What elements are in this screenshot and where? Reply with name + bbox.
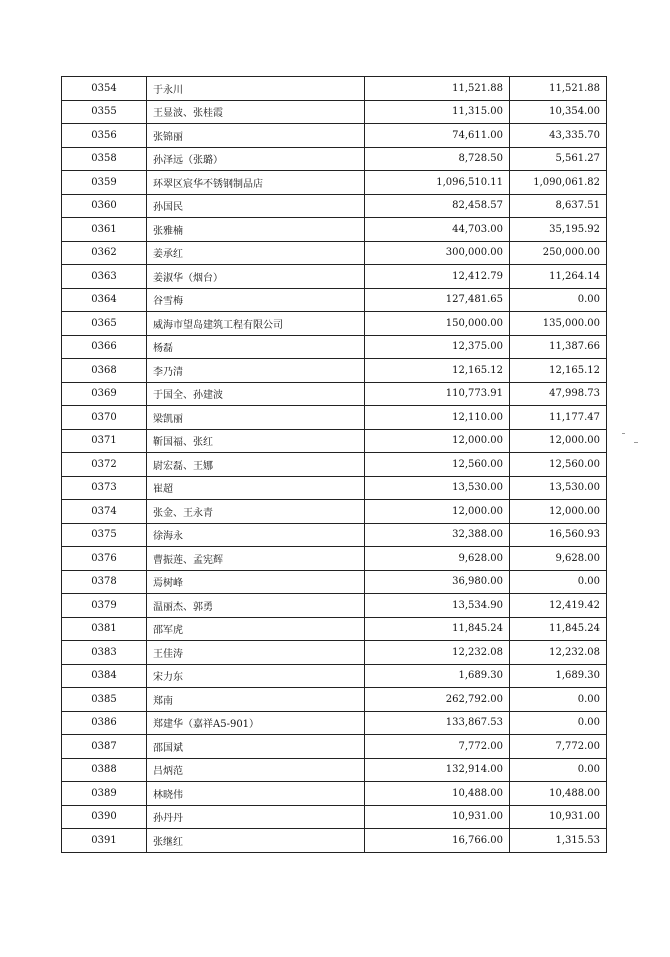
scan-speck	[634, 442, 638, 443]
row-code: 0369	[62, 382, 147, 406]
row-amount-2: 11,521.88	[510, 77, 607, 101]
row-amount-2: 135,000.00	[510, 312, 607, 336]
row-amount-2: 11,177.47	[510, 406, 607, 430]
row-amount-1: 7,772.00	[365, 735, 510, 759]
row-amount-2: 8,637.51	[510, 194, 607, 218]
row-name: 谷雪梅	[147, 288, 365, 312]
table-row	[62, 453, 607, 477]
row-amount-1: 1,096,510.11	[365, 171, 510, 195]
table-row	[62, 288, 607, 312]
table-row	[62, 735, 607, 759]
row-code: 0388	[62, 758, 147, 782]
row-amount-1: 10,488.00	[365, 782, 510, 806]
row-amount-2: 16,560.93	[510, 523, 607, 547]
row-code: 0355	[62, 100, 147, 124]
row-code: 0364	[62, 288, 147, 312]
row-amount-1: 12,165.12	[365, 359, 510, 383]
row-code: 0381	[62, 617, 147, 641]
row-amount-2: 250,000.00	[510, 241, 607, 265]
row-amount-2: 0.00	[510, 758, 607, 782]
row-code: 0370	[62, 406, 147, 430]
row-code: 0373	[62, 476, 147, 500]
row-amount-1: 150,000.00	[365, 312, 510, 336]
row-code: 0358	[62, 147, 147, 171]
row-amount-2: 10,488.00	[510, 782, 607, 806]
row-code: 0366	[62, 335, 147, 359]
row-amount-1: 36,980.00	[365, 570, 510, 594]
row-name: 徐海永	[147, 523, 365, 547]
row-amount-2: 0.00	[510, 288, 607, 312]
row-amount-2: 35,195.92	[510, 218, 607, 242]
table-row	[62, 406, 607, 430]
row-amount-1: 132,914.00	[365, 758, 510, 782]
row-code: 0356	[62, 124, 147, 148]
row-amount-1: 1,689.30	[365, 664, 510, 688]
row-amount-1: 74,611.00	[365, 124, 510, 148]
row-code: 0387	[62, 735, 147, 759]
row-amount-2: 11,845.24	[510, 617, 607, 641]
row-amount-1: 262,792.00	[365, 688, 510, 712]
table-row	[62, 711, 607, 735]
row-code: 0389	[62, 782, 147, 806]
table-row	[62, 359, 607, 383]
row-name: 焉树峰	[147, 570, 365, 594]
scan-speck	[622, 433, 625, 434]
table-row	[62, 335, 607, 359]
table-row	[62, 218, 607, 242]
row-code: 0354	[62, 77, 147, 101]
row-amount-1: 10,931.00	[365, 805, 510, 829]
row-code: 0361	[62, 218, 147, 242]
row-code: 0376	[62, 547, 147, 571]
row-amount-2: 13,530.00	[510, 476, 607, 500]
row-code: 0368	[62, 359, 147, 383]
row-code: 0384	[62, 664, 147, 688]
row-amount-2: 10,354.00	[510, 100, 607, 124]
row-name: 王佳涛	[147, 641, 365, 665]
row-amount-1: 11,315.00	[365, 100, 510, 124]
row-name: 于永川	[147, 77, 365, 101]
row-code: 0359	[62, 171, 147, 195]
row-amount-2: 12,232.08	[510, 641, 607, 665]
row-amount-1: 9,628.00	[365, 547, 510, 571]
table-row	[62, 641, 607, 665]
table-row	[62, 782, 607, 806]
table-row	[62, 523, 607, 547]
row-amount-1: 12,110.00	[365, 406, 510, 430]
table-row	[62, 688, 607, 712]
row-code: 0391	[62, 829, 147, 853]
row-name: 环翠区宸华不锈钢制品店	[147, 171, 365, 195]
row-code: 0378	[62, 570, 147, 594]
table-row	[62, 805, 607, 829]
table-row	[62, 594, 607, 618]
row-code: 0386	[62, 711, 147, 735]
row-name: 孙丹丹	[147, 805, 365, 829]
row-code: 0375	[62, 523, 147, 547]
row-amount-1: 13,530.00	[365, 476, 510, 500]
table-row	[62, 664, 607, 688]
row-name: 梁凯丽	[147, 406, 365, 430]
row-amount-1: 44,703.00	[365, 218, 510, 242]
row-name: 孙泽远（张璐）	[147, 147, 365, 171]
row-amount-1: 8,728.50	[365, 147, 510, 171]
row-amount-2: 0.00	[510, 570, 607, 594]
row-amount-1: 32,388.00	[365, 523, 510, 547]
table-row	[62, 312, 607, 336]
row-code: 0372	[62, 453, 147, 477]
row-amount-1: 11,845.24	[365, 617, 510, 641]
row-amount-1: 11,521.88	[365, 77, 510, 101]
row-amount-1: 12,000.00	[365, 500, 510, 524]
row-amount-2: 7,772.00	[510, 735, 607, 759]
row-amount-2: 12,000.00	[510, 500, 607, 524]
row-name: 崔超	[147, 476, 365, 500]
row-amount-1: 82,458.57	[365, 194, 510, 218]
table-row	[62, 100, 607, 124]
row-name: 张锦丽	[147, 124, 365, 148]
row-name: 杨磊	[147, 335, 365, 359]
table-row	[62, 429, 607, 453]
table-row	[62, 476, 607, 500]
row-code: 0365	[62, 312, 147, 336]
row-code: 0363	[62, 265, 147, 289]
row-name: 邵国斌	[147, 735, 365, 759]
table-row	[62, 77, 607, 101]
table-row	[62, 124, 607, 148]
row-amount-2: 1,689.30	[510, 664, 607, 688]
ledger-body	[62, 77, 607, 853]
row-amount-2: 11,264.14	[510, 265, 607, 289]
row-amount-2: 10,931.00	[510, 805, 607, 829]
row-name: 林晓伟	[147, 782, 365, 806]
row-amount-1: 300,000.00	[365, 241, 510, 265]
table-row	[62, 241, 607, 265]
table-row	[62, 570, 607, 594]
row-amount-2: 47,998.73	[510, 382, 607, 406]
row-code: 0360	[62, 194, 147, 218]
row-amount-1: 12,232.08	[365, 641, 510, 665]
row-name: 姜承红	[147, 241, 365, 265]
row-code: 0371	[62, 429, 147, 453]
row-name: 张金、王永青	[147, 500, 365, 524]
ledger-table	[61, 76, 607, 853]
row-name: 李乃清	[147, 359, 365, 383]
table-row	[62, 265, 607, 289]
row-name: 张雅楠	[147, 218, 365, 242]
row-name: 温丽杰、郭勇	[147, 594, 365, 618]
table-row	[62, 829, 607, 853]
row-code: 0383	[62, 641, 147, 665]
row-name: 于国全、孙建波	[147, 382, 365, 406]
row-amount-1: 12,000.00	[365, 429, 510, 453]
row-code: 0390	[62, 805, 147, 829]
row-name: 孙国民	[147, 194, 365, 218]
row-amount-2: 43,335.70	[510, 124, 607, 148]
row-amount-2: 5,561.27	[510, 147, 607, 171]
table-row	[62, 500, 607, 524]
table-row	[62, 382, 607, 406]
row-name: 姜淑华（烟台）	[147, 265, 365, 289]
row-amount-2: 1,315.53	[510, 829, 607, 853]
row-amount-2: 12,165.12	[510, 359, 607, 383]
row-amount-2: 0.00	[510, 711, 607, 735]
table-row	[62, 758, 607, 782]
row-name: 邵军虎	[147, 617, 365, 641]
row-amount-1: 12,375.00	[365, 335, 510, 359]
row-amount-2: 11,387.66	[510, 335, 607, 359]
row-name: 威海市望岛建筑工程有限公司	[147, 312, 365, 336]
row-code: 0374	[62, 500, 147, 524]
row-name: 张继红	[147, 829, 365, 853]
table-row	[62, 171, 607, 195]
row-name: 曹振莲、孟宪辉	[147, 547, 365, 571]
table-row	[62, 547, 607, 571]
row-amount-1: 133,867.53	[365, 711, 510, 735]
row-name: 王显波、张桂霞	[147, 100, 365, 124]
row-amount-1: 110,773.91	[365, 382, 510, 406]
row-name: 靳国福、张红	[147, 429, 365, 453]
row-amount-1: 13,534.90	[365, 594, 510, 618]
table-row	[62, 147, 607, 171]
row-name: 吕炳范	[147, 758, 365, 782]
table-row	[62, 617, 607, 641]
row-amount-2: 1,090,061.82	[510, 171, 607, 195]
row-name: 宋力东	[147, 664, 365, 688]
row-amount-1: 12,412.79	[365, 265, 510, 289]
row-amount-2: 9,628.00	[510, 547, 607, 571]
table-row	[62, 194, 607, 218]
row-amount-2: 12,000.00	[510, 429, 607, 453]
row-amount-1: 127,481.65	[365, 288, 510, 312]
row-amount-2: 12,419.42	[510, 594, 607, 618]
row-amount-2: 0.00	[510, 688, 607, 712]
row-code: 0379	[62, 594, 147, 618]
row-code: 0362	[62, 241, 147, 265]
row-name: 郑建华（嘉祥A5-901）	[147, 711, 365, 735]
row-amount-2: 12,560.00	[510, 453, 607, 477]
row-name: 郑南	[147, 688, 365, 712]
row-amount-1: 16,766.00	[365, 829, 510, 853]
row-code: 0385	[62, 688, 147, 712]
row-name: 尉宏磊、王娜	[147, 453, 365, 477]
row-amount-1: 12,560.00	[365, 453, 510, 477]
